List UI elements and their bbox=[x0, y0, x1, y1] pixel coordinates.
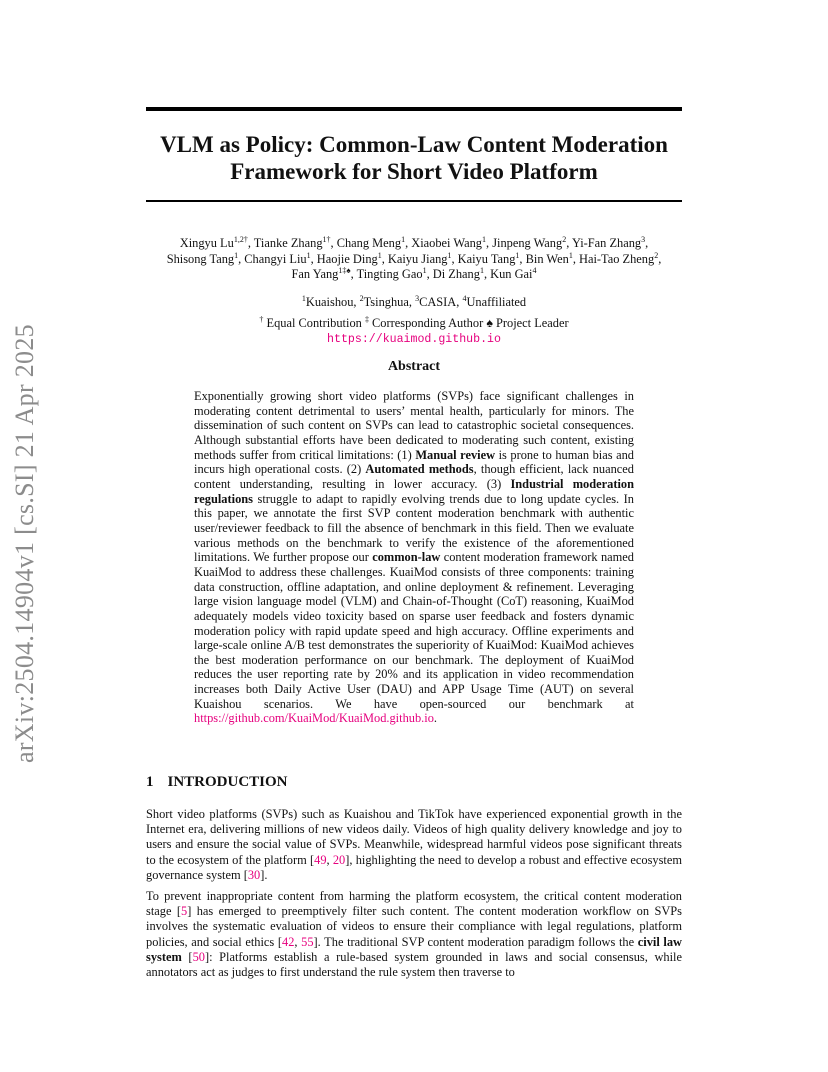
author: Chang Meng$^1$ bbox=[336, 234, 406, 250]
affiliation: $^4$Unaffiliated bbox=[462, 293, 527, 309]
abstract-heading: Abstract bbox=[387, 359, 441, 374]
author: Yi-Fan Zhang$^3$ bbox=[571, 234, 646, 250]
author: Fan Yang$^{1\ddagger♠}$ bbox=[291, 265, 351, 281]
author-list: Xingyu $Lu^{1,2\dagger}$, Tianke Zhang$^{1\dagger}$, Chang Meng$^1$, Xiaobei Wang$^1$, Jinpeng Wang$^2$, Yi-Fan Zhang$^3$, Shisong Tang$^1$, Changyi Liu$^1$, Haojie Ding$^1$, Kaiyu Jiang$^1$, Kaiyu Tang$^1$, Bin Wen$^1$, Hai-Tao Zheng$^2$, Fan Yang$^{1\ddagger♠}$, Tingting Gao$^1$, Di Zhang$^1$, Kun Gai$^4$ bbox=[166, 234, 662, 281]
citation-link[interactable]: 20 bbox=[332, 852, 346, 867]
citation-link[interactable]: 42 bbox=[282, 934, 295, 949]
affiliation: $^3$CASIA bbox=[415, 293, 457, 309]
intro-paragraph-2: To prevent inappropriate content from harming the platform ecosystem, the critical content moderation stage [5] has emerged to preemptively filter such content. The content moderation workflow on SVPs involves the systematic evaluation of videos to ensure their compliance with legal regulations, platform policies, and social ethics [42, 55]. The traditional SVP content moderation paradigm follows the civil law system [50]: Platforms establish a rule-based system grounded in laws and social consensus, while annotators act as judges to first understand the rule system then traverse to bbox=[146, 889, 682, 980]
bottom-rule bbox=[146, 200, 682, 202]
author: Jinpeng Wang$^2$ bbox=[492, 234, 567, 250]
citation-link[interactable]: 50 bbox=[192, 949, 205, 964]
section-number: 1 bbox=[146, 774, 154, 790]
author: Kun Gai$^4$ bbox=[490, 265, 537, 281]
abstract-body: Exponentially growing short video platforms (SVPs) face significant challenges in moderating content detrimental to users’ mental health, particularly for minors. The dissemination of such content on SVPs can lead to catastrophic societal consequences. Although substantial efforts have been dedicated to moderating such content, existing methods suffer from critical limitations: (1) Manual review is prone to human bias and incurs high operational costs. (2) Automated methods, though efficient, lack nuanced content understanding, resulting in lower accuracy. (3) Industrial moderation regulations struggle to adapt to rapidly evolving trends due to long update cycles. In this paper, we annotate the first SVP content moderation benchmark with authentic user/reviewer feedback to fill the absence of benchmark in this field. Then we evaluate various methods on the benchmark to verify the existence of the aforementioned limitations. We further propose our common-law content moderation framework named KuaiMod to address these challenges. KuaiMod consists of three components: training data construction, offline adaptation, and online deployment & refinement. Leveraging large vision language model (VLM) and Chain-of-Thought (CoT) reasoning, KuaiMod adequately models video toxicity based on sparse user feedback and fosters dynamic moderation policy with rapid update speed and high accuracy. Offline experiments and large-scale online A/B test demonstrates the superiority of KuaiMod: KuaiMod achieves the best moderation performance on our benchmark. The deployment of KuaiMod reduces the user reporting rate by 20% and its application in video recommendation increases both Daily Active User (DAU) and APP Usage Time (AUT) on several Kuaishou scenarios. We have open-sourced our benchmark at https://github.com/KuaiMod/KuaiMod.github.io. bbox=[194, 389, 634, 726]
citation-link[interactable]: 30 bbox=[247, 867, 261, 882]
citation-link[interactable]: 5 bbox=[181, 904, 188, 919]
author: Tianke Zhang$^{1\dagger}$ bbox=[253, 234, 331, 250]
spade-icon: ♠ bbox=[486, 316, 493, 330]
contribution-notes: † Equal Contribution ‡ Corresponding Author ♠ Project Leader bbox=[259, 314, 569, 330]
section-title: INTRODUCTION bbox=[167, 774, 288, 790]
author: Hai-Tao Zheng$^2$ bbox=[579, 250, 659, 266]
top-rule bbox=[146, 107, 682, 111]
benchmark-link[interactable]: https://github.com/KuaiMod/KuaiMod.github.io bbox=[194, 711, 434, 726]
paper-title bbox=[146, 131, 682, 185]
author: Changyi Liu$^1$ bbox=[244, 250, 311, 266]
arxiv-stamp: arXiv:2504.14904v1 [cs.SI] 21 Apr 2025 bbox=[10, 324, 39, 763]
section-heading bbox=[146, 774, 302, 791]
author: Haojie Ding$^1$ bbox=[316, 250, 382, 266]
author: Di Zhang$^1$ bbox=[432, 265, 484, 281]
author: Bin Wen$^1$ bbox=[525, 250, 573, 266]
author: Tingting Gao$^1$ bbox=[356, 265, 427, 281]
author: Xiaobei Wang$^1$ bbox=[411, 234, 486, 250]
citation-link[interactable]: 49 bbox=[314, 852, 327, 867]
intro-paragraph-1: Short video platforms (SVPs) such as Kuaishou and TikTok have experienced exponential growth in the Internet era, delivering millions of new videos daily. Videos of high quality delivery knowledge and joy to users and ensure the social value of SVPs. Meanwhile, widespread harmful videos pose significant threats to the ecosystem of the platform [49, 20], highlighting the need to develop a robust and effective ecosystem governance system [30]. bbox=[146, 807, 682, 882]
author: Kaiyu Jiang$^1$ bbox=[387, 250, 452, 266]
project-url-link[interactable]: https://kuaimod.github.io bbox=[327, 333, 501, 346]
author: Shisong Tang$^1$ bbox=[166, 250, 239, 266]
affiliations: $^1$Kuaishou, $^2$Tsinghua, $^3$CASIA, $^4$Unaffiliated bbox=[301, 293, 527, 309]
author: Kaiyu Tang$^1$ bbox=[457, 250, 520, 266]
affiliation: $^2$Tsinghua bbox=[359, 293, 409, 309]
author: Xingyu $Lu^{1,2\dagger}$ bbox=[179, 234, 248, 250]
affiliation: $^1$Kuaishou bbox=[301, 293, 354, 309]
citation-link[interactable]: 55 bbox=[301, 934, 314, 949]
title-line-2: Framework for Short Video Platform bbox=[230, 159, 598, 184]
title-line-1: VLM as Policy: Common-Law Content Moderation bbox=[160, 132, 668, 157]
